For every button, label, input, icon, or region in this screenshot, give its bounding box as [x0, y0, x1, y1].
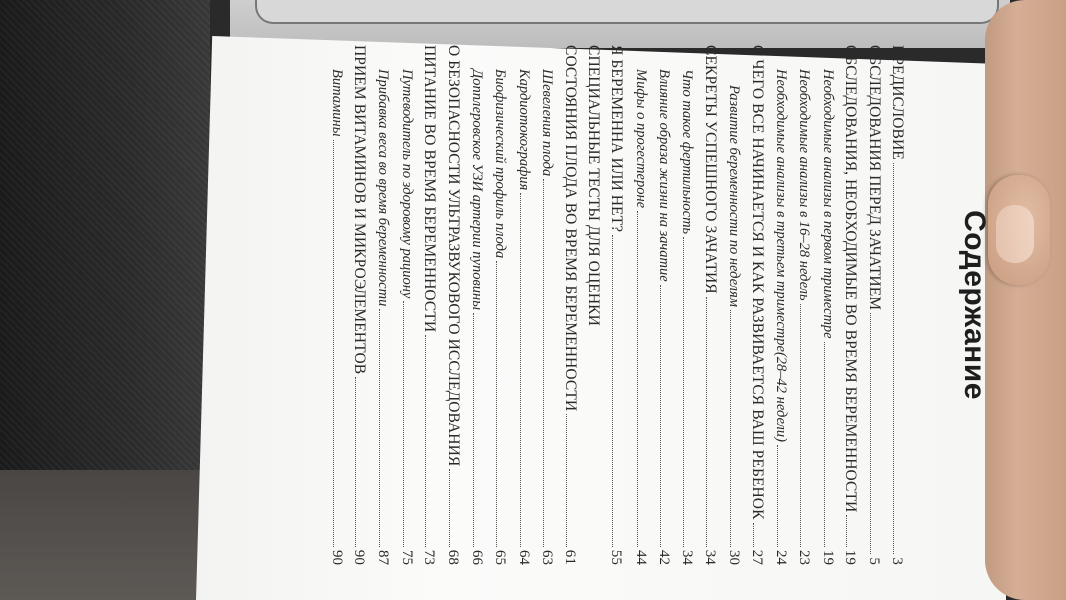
book-cover-edge: [255, 0, 999, 24]
toc-entry-label: Необходимые анализы в первом триместре: [819, 69, 836, 339]
toc-entry-label: Необходимые анализы в третьем триместре(28–42 недели): [773, 69, 790, 442]
toc-page-number: 34: [679, 550, 696, 565]
toc-entry-label: ОБСЛЕДОВАНИЯ, НЕОБХОДИМЫЕ ВО ВРЕМЯ БЕРЕМЕННОСТИ: [842, 45, 860, 513]
toc-page-number: 87: [375, 550, 392, 565]
toc-entry-label: Витамины: [328, 69, 345, 137]
toc-leader-dots: [333, 140, 346, 547]
toc-section-row: [675, 45, 698, 565]
toc-section-row: [488, 45, 511, 565]
toc-entry-label: Развитие беременности по неделям: [726, 85, 743, 307]
toc-entry-label: СОСТОЯНИЯ ПЛОДА ВО ВРЕМЯ БЕРЕМЕННОСТИ: [561, 45, 579, 412]
toc-page-number: 55: [608, 549, 625, 565]
toc-page-number: 3: [889, 557, 905, 565]
toc-entry-label: Я БЕРЕМЕННА ИЛИ НЕТ?: [608, 45, 626, 233]
toc-leader-dots: [379, 309, 392, 547]
toc-chapter-row: [558, 45, 581, 565]
toc-leader-dots: [496, 261, 509, 547]
toc-page-number: 75: [398, 550, 415, 565]
toc-section-row: [371, 45, 394, 565]
toc-entry-label: Мифы о прогестероне: [632, 69, 649, 209]
toc-leader-dots: [777, 445, 790, 547]
toc-chapter-row: [698, 45, 721, 565]
toc-leader-dots: [730, 310, 743, 547]
toc-entry-label: Необходимые анализы в 16–28 недель: [796, 69, 813, 301]
toc-section-row: [465, 45, 488, 565]
toc-leader-dots: [520, 193, 533, 547]
toc-page-number: 64: [515, 550, 532, 565]
toc-chapter-row: [348, 45, 371, 565]
toc-page-number: 65: [492, 550, 509, 565]
toc-page-number: 90: [328, 550, 345, 565]
toc-section-row: [535, 45, 558, 565]
toc-leader-dots: [473, 313, 486, 547]
toc-section-row: [792, 45, 815, 565]
toc-section-row: [324, 45, 347, 565]
toc-entry-label: Что такое фертильность: [679, 69, 696, 235]
toc-leader-dots: [824, 342, 837, 547]
toc-leader-dots: [566, 414, 580, 547]
toc-chapter-row: [441, 45, 464, 565]
toc-chapter-row: [418, 45, 441, 565]
toc-leader-dots: [753, 523, 767, 547]
toc-chapter-row: [745, 45, 768, 565]
table-of-contents: [285, 45, 1005, 565]
toc-entries: [324, 45, 909, 565]
toc-chapter-row: [605, 45, 628, 565]
toc-section-row: [652, 45, 675, 565]
toc-chapter-row: [886, 45, 909, 565]
toc-section-row: [511, 45, 534, 565]
toc-chapter-row: [582, 45, 605, 565]
toc-entry-label: Влияние образа жизни на зачатие: [656, 69, 673, 282]
toc-section-row: [815, 45, 838, 565]
toc-page-number: 30: [726, 550, 743, 565]
toc-entry-label: О БЕЗОПАСНОСТИ УЛЬТРАЗВУКОВОГО ИССЛЕДОВАНИЯ: [444, 45, 462, 467]
toc-entry-label: Кардиотокография: [515, 69, 532, 191]
toc-leader-dots: [660, 285, 673, 547]
toc-page-number: 90: [351, 549, 368, 565]
toc-page-number: 19: [842, 549, 859, 565]
toc-leader-dots: [403, 301, 416, 547]
toc-leader-dots: [543, 179, 556, 547]
toc-entry-label: Прибавка веса во время беременности: [375, 69, 392, 307]
toc-entry-label: ОБСЛЕДОВАНИЯ ПЕРЕД ЗАЧАТИЕМ: [865, 45, 883, 311]
toc-page-number: 24: [773, 550, 790, 565]
toc-page-number: 44: [632, 550, 649, 565]
toc-chapter-row: [862, 45, 885, 565]
toc-page-number: 68: [444, 549, 461, 565]
toc-leader-dots: [683, 237, 696, 547]
toc-section-row: [722, 45, 745, 565]
toc-entry-label: СПЕЦИАЛЬНЫЕ ТЕСТЫ ДЛЯ ОЦЕНКИ: [584, 45, 602, 326]
toc-page-number: 42: [656, 550, 673, 565]
toc-leader-dots: [612, 235, 626, 547]
toc-leader-dots: [893, 163, 907, 555]
toc-section-row: [394, 45, 417, 565]
toc-section-row: [628, 45, 651, 565]
toc-section-row: [769, 45, 792, 565]
toc-leader-dots: [706, 297, 720, 547]
toc-page-number: 63: [539, 550, 556, 565]
toc-leader-dots: [637, 211, 650, 547]
toc-page-number: 5: [865, 557, 882, 565]
toc-entry-label: С ЧЕГО ВСЕ НАЧИНАЕТСЯ И КАК РАЗВИВАЕТСЯ ВАШ РЕБЕНОК: [748, 45, 766, 520]
toc-page-number: 23: [796, 550, 813, 565]
toc-leader-dots: [870, 313, 884, 554]
toc-leader-dots: [846, 515, 860, 546]
toc-leader-dots: [355, 377, 369, 547]
toc-leader-dots: [800, 304, 813, 547]
toc-page-number: 34: [701, 549, 718, 565]
toc-entry-label: Шевеления плода: [539, 69, 556, 177]
toc-entry-label: Допплеровское УЗИ артерии пуповины: [468, 69, 485, 311]
toc-page-number: 27: [748, 549, 765, 565]
toc-entry-label: СЕКРЕТЫ УСПЕШНОГО ЗАЧАТИЯ: [701, 45, 719, 294]
toc-entry-label: ПРИЕМ ВИТАМИНОВ И МИКРОЭЛЕМЕНТОВ: [351, 45, 369, 375]
toc-entry-label: ПРЕДИСЛОВИЕ: [889, 45, 906, 160]
toc-entry-label: ПИТАНИЕ ВО ВРЕМЯ БЕРЕМЕННОСТИ: [421, 45, 439, 333]
toc-leader-dots: [449, 469, 463, 546]
toc-chapter-row: [839, 45, 862, 565]
toc-page-number: 73: [421, 549, 438, 565]
toc-leader-dots: [425, 335, 439, 547]
toc-entry-label: Биофизический профиль плода: [492, 69, 509, 259]
toc-title: Содержание: [958, 210, 991, 400]
toc-page-number: 61: [561, 549, 578, 565]
toc-page-number: 66: [468, 550, 485, 565]
toc-entry-label: Путеводитель по здоровому рациону: [398, 69, 415, 299]
toc-page-number: 19: [819, 550, 836, 565]
